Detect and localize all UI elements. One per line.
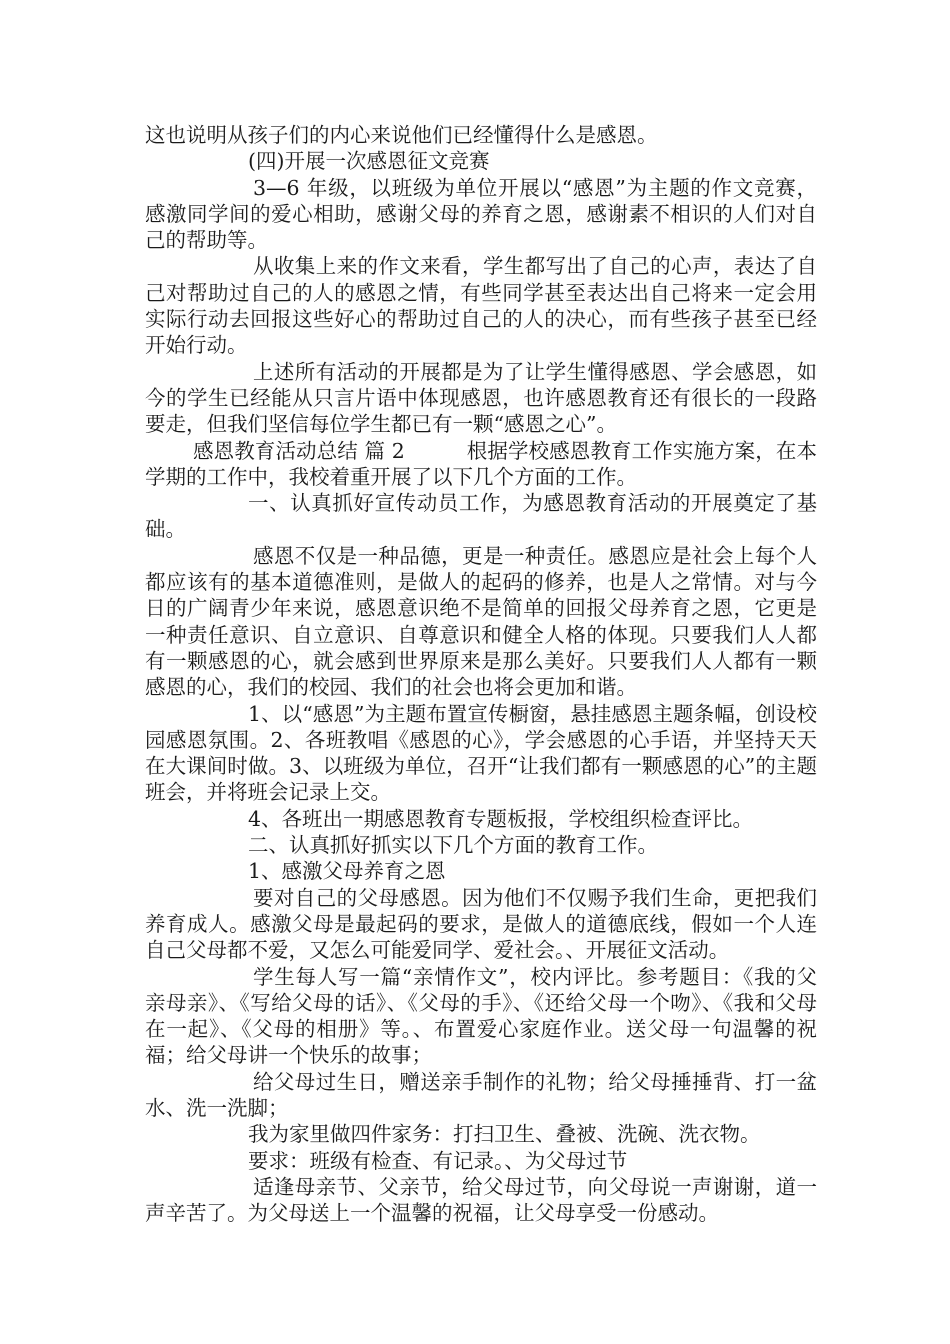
paragraph: 要求：班级有检查、有记录。、为父母过节 (248, 1148, 628, 1173)
document-body (145, 122, 817, 1226)
paragraph: 从收集上来的作文来看，学生都写出了自己的心声，表达了自己对帮助过自己的人的感恩之情，有些同学甚至表达出自己将来一定会用实际行动去回报这些好心的帮助过自己的人的决心，而有些孩子甚至已经开始行动。 (145, 254, 817, 358)
paragraph: 上述所有活动的开展都是为了让学生懂得感恩、学会感恩，如今的学生已经能从只言片语中体现感恩，也许感恩教育还有很长的一段路要走，但我们坚信每位学生都已有一颗“感恩之心”。 (145, 359, 817, 437)
paragraph: 一、认真抓好宣传动员工作，为感恩教育活动的开展奠定了基础。 (145, 491, 817, 542)
paragraph: 我为家里做四件家务：打扫卫生、叠被、洗碗、洗衣物。 (248, 1122, 761, 1147)
paragraph: 给父母过生日，赠送亲手制作的礼物；给父母捶捶背、打一盆水、洗一洗脚； (145, 1069, 817, 1120)
section-heading-paragraph: 感恩教育活动总结 篇 2 根据学校感恩教育工作实施方案，在本学期的工作中，我校着重开展了以下几个方面的工作。 (145, 438, 817, 489)
paragraph: 1、以“感恩”为主题布置宣传橱窗，悬挂感恩主题条幅，创设校园感恩氛围。2、各班教唱《感恩的心》，学会感恩的心手语，并坚持天天在大课间时做。3、以班级为单位，召开“让我们都有一颗感恩的心”的主题班会，并将班会记录上交。 (145, 701, 817, 805)
paragraph: 4、各班出一期感恩教育专题板报，学校组织检查评比。 (248, 806, 754, 831)
paragraph: 感恩不仅是一种品德，更是一种责任。感恩应是社会上每个人都应该有的基本道德准则，是做人的起码的修养，也是人之常情。对与今日的广阔青少年来说，感恩意识绝不是简单的回报父母养育之恩，它更是一种责任意识、自立意识、自尊意识和健全人格的体现。只要我们人人都有一颗感恩的心，就会感到世界原来是那么美好。只要我们人人都有一颗感恩的心，我们的校园、我们的社会也将会更加和谐。 (145, 543, 817, 700)
paragraph: 适逢母亲节、父亲节，给父母过节，向父母说一声谢谢，道一声辛苦了。为父母送上一个温馨的祝福，让父母享受一份感动。 (145, 1174, 817, 1226)
paragraph: 1、感激父母养育之恩 (248, 859, 446, 884)
paragraph: (四)开展一次感恩征文竞赛 (248, 149, 490, 174)
paragraph: 二、认真抓好抓实以下几个方面的教育工作。 (248, 833, 658, 858)
paragraph: 要对自己的父母感恩。因为他们不仅赐予我们生命，更把我们养育成人。感激父母是最起码的要求，是做人的道德底线，假如一个人连自己父母都不爱，又怎么可能爱同学、爱社会。、开展征文活动。 (145, 885, 817, 963)
paragraph: 这也说明从孩子们的内心来说他们已经懂得什么是感恩。 (145, 123, 658, 147)
paragraph: 学生每人写一篇“亲情作文”，校内评比。参考题目：《我的父亲母亲》、《写给父母的话》、《父母的手》、《还给父母一个吻》、《我和父母在一起》、《父母的相册》等。、布置爱心家庭作业。送父母一句温馨的祝福；给父母讲一个快乐的故事； (145, 964, 817, 1068)
paragraph: 3—6 年级，以班级为单位开展以“感恩”为主题的作文竞赛，感激同学间的爱心相助，感谢父母的养育之恩，感谢素不相识的人们对自己的帮助等。 (145, 175, 817, 253)
